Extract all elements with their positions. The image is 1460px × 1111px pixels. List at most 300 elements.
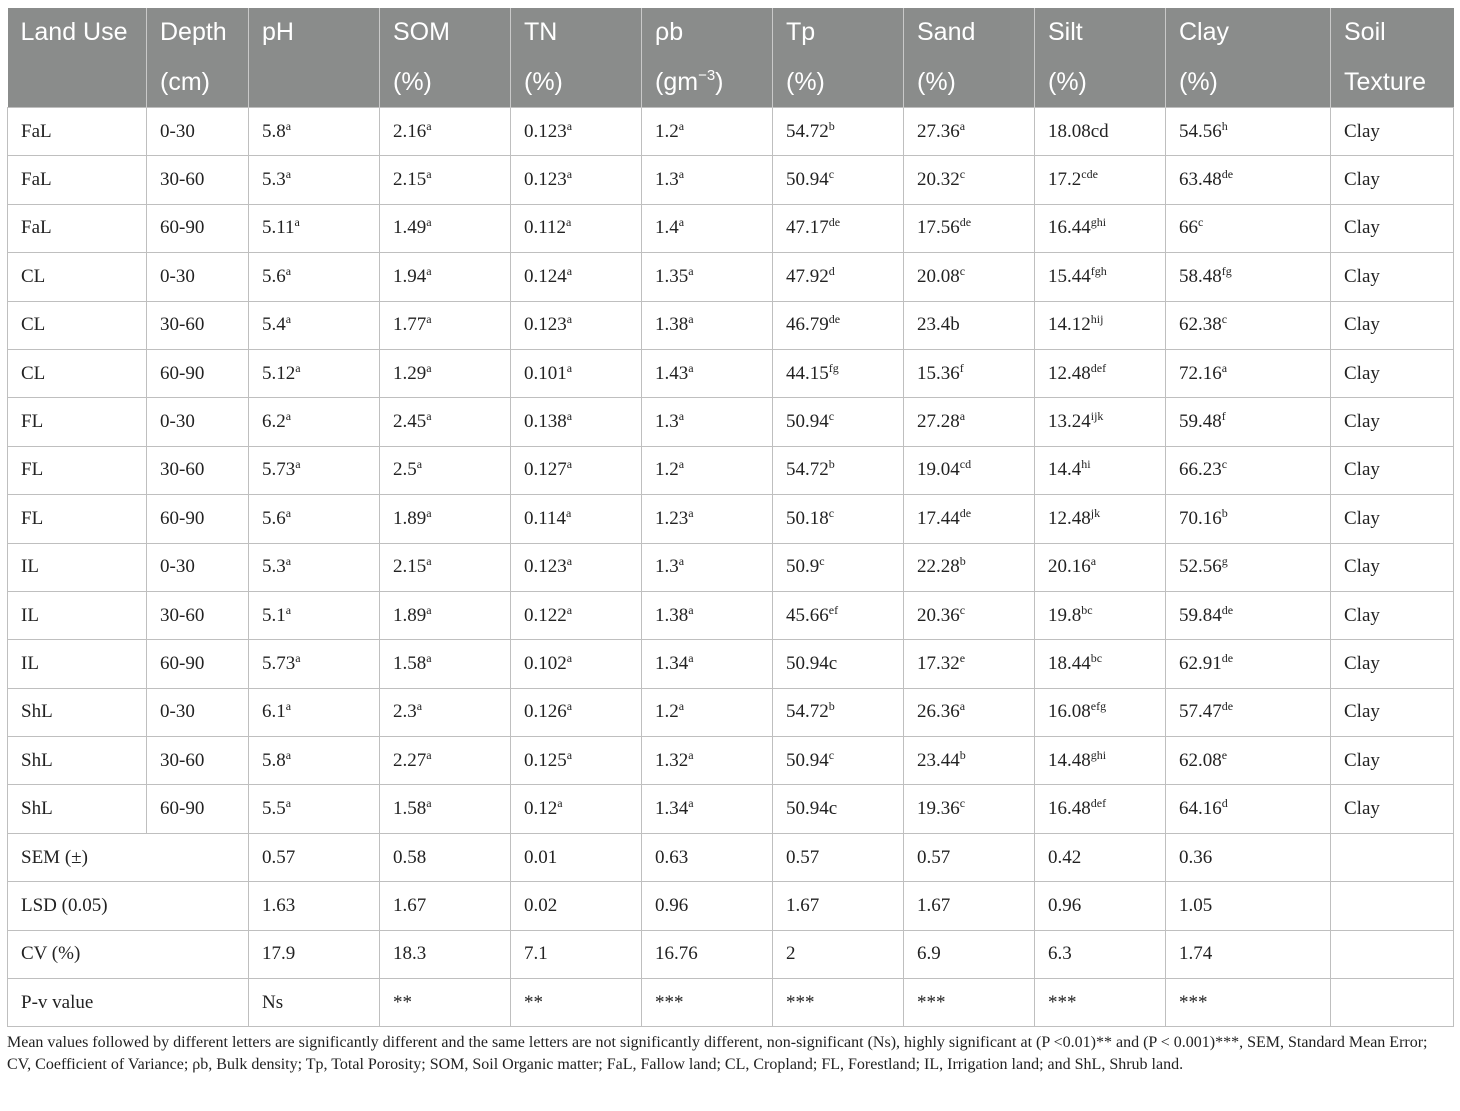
value-cell bbox=[249, 591, 380, 639]
column-header-unit: (%) bbox=[1035, 57, 1166, 108]
value-cell bbox=[511, 253, 642, 301]
value: 6.1 bbox=[262, 701, 286, 723]
significance-letter: a bbox=[566, 167, 573, 182]
significance-letter: de bbox=[959, 505, 972, 520]
texture-cell: Clay bbox=[1331, 737, 1454, 785]
value-cell bbox=[249, 204, 380, 252]
significance-letter: a bbox=[285, 312, 292, 327]
value: 50.94c bbox=[786, 652, 838, 674]
value-cell bbox=[1035, 446, 1166, 494]
column-header-unit: $(gm^{-3})$ bbox=[642, 57, 773, 108]
value: 5.8 bbox=[262, 749, 286, 771]
significance-letter: a bbox=[959, 699, 966, 714]
significance-letter: b bbox=[959, 747, 966, 762]
value: 27.28 bbox=[917, 411, 960, 433]
land-use-cell: ShL bbox=[8, 737, 147, 785]
value-cell bbox=[773, 688, 904, 736]
value: 66.23 bbox=[1179, 459, 1222, 481]
land-use-cell: FaL bbox=[8, 156, 147, 204]
value-cell bbox=[249, 688, 380, 736]
value: 0.123 bbox=[524, 120, 567, 142]
value-cell bbox=[380, 446, 511, 494]
stats-value: 1.67 bbox=[904, 882, 1035, 930]
value: 58.48 bbox=[1179, 265, 1222, 287]
soil-properties-table-container bbox=[7, 8, 1453, 1027]
value-cell bbox=[1166, 785, 1331, 833]
stats-value: 0.63 bbox=[642, 833, 773, 881]
value: 1.2 bbox=[655, 701, 679, 723]
stats-value: 16.76 bbox=[642, 930, 773, 978]
value: 0.123 bbox=[524, 556, 567, 578]
value-cell bbox=[380, 204, 511, 252]
stats-value: *** bbox=[642, 979, 773, 1027]
value: 5.8 bbox=[262, 120, 286, 142]
value-cell bbox=[511, 398, 642, 446]
value: 23.4b bbox=[917, 314, 960, 336]
column-header-unit: (%) bbox=[773, 57, 904, 108]
significance-letter: c bbox=[819, 554, 825, 569]
stats-label: SEM (±) bbox=[8, 833, 249, 881]
value: 2.16 bbox=[393, 120, 427, 142]
value: 2.45 bbox=[393, 411, 427, 433]
value-cell bbox=[380, 543, 511, 591]
value: 50.94 bbox=[786, 411, 829, 433]
value-cell bbox=[511, 156, 642, 204]
value: 1.3 bbox=[655, 411, 679, 433]
stats-value: 17.9 bbox=[249, 930, 380, 978]
depth-cell: 0-30 bbox=[147, 253, 249, 301]
significance-letter: a bbox=[426, 215, 432, 230]
value: 1.77 bbox=[393, 314, 427, 336]
texture-cell: Clay bbox=[1331, 349, 1454, 397]
value-cell bbox=[380, 785, 511, 833]
significance-letter: a bbox=[678, 409, 685, 424]
value: 5.5 bbox=[262, 798, 286, 820]
value-cell bbox=[773, 543, 904, 591]
value-cell bbox=[249, 495, 380, 543]
stats-value: 1.05 bbox=[1166, 882, 1331, 930]
depth-cell: 60-90 bbox=[147, 204, 249, 252]
land-use-cell: FaL bbox=[8, 108, 147, 156]
value: 0.112 bbox=[524, 217, 567, 239]
value: 1.35 bbox=[655, 265, 689, 287]
texture-cell: Clay bbox=[1331, 543, 1454, 591]
stats-value: ** bbox=[511, 979, 642, 1027]
value: 1.3 bbox=[655, 169, 679, 191]
texture-cell: Clay bbox=[1331, 495, 1454, 543]
value: 50.94 bbox=[786, 169, 829, 191]
significance-letter: a bbox=[678, 699, 685, 714]
value: 62.08 bbox=[1179, 749, 1222, 771]
significance-letter: a bbox=[678, 215, 685, 230]
value: 14.48 bbox=[1048, 749, 1091, 771]
significance-letter: a bbox=[566, 505, 572, 520]
significance-letter: c bbox=[1198, 215, 1204, 230]
value-cell bbox=[642, 543, 773, 591]
table-row bbox=[8, 349, 1454, 397]
table-row bbox=[8, 591, 1454, 639]
value-cell bbox=[1035, 301, 1166, 349]
significance-letter: efg bbox=[1090, 699, 1107, 714]
value: 18.44 bbox=[1048, 652, 1091, 674]
value-cell bbox=[249, 446, 380, 494]
column-header-unit: (%) bbox=[380, 57, 511, 108]
value-cell bbox=[249, 543, 380, 591]
value-cell bbox=[642, 301, 773, 349]
value-cell bbox=[511, 349, 642, 397]
depth-cell: 0-30 bbox=[147, 398, 249, 446]
value-cell bbox=[1035, 204, 1166, 252]
column-header: Silt bbox=[1035, 8, 1166, 57]
stats-value: *** bbox=[1166, 979, 1331, 1027]
value-cell bbox=[904, 349, 1035, 397]
significance-letter: b bbox=[828, 457, 835, 472]
stats-value: 2 bbox=[773, 930, 904, 978]
value: 19.36 bbox=[917, 798, 960, 820]
significance-letter: c bbox=[959, 796, 966, 811]
value-cell bbox=[380, 108, 511, 156]
value-cell bbox=[1035, 785, 1166, 833]
stats-value: Ns bbox=[249, 979, 380, 1027]
stats-value: 7.1 bbox=[511, 930, 642, 978]
stats-value: 6.9 bbox=[904, 930, 1035, 978]
value: 0.123 bbox=[524, 314, 567, 336]
value-cell bbox=[380, 591, 511, 639]
significance-letter: ijk bbox=[1090, 409, 1104, 424]
stats-row bbox=[8, 882, 1454, 930]
stats-value: 18.3 bbox=[380, 930, 511, 978]
significance-letter: fg bbox=[1221, 263, 1232, 278]
stats-value: *** bbox=[773, 979, 904, 1027]
stats-value: 6.3 bbox=[1035, 930, 1166, 978]
value-cell bbox=[1166, 640, 1331, 688]
value-cell bbox=[773, 253, 904, 301]
value: 54.72 bbox=[786, 120, 829, 142]
value: 0.101 bbox=[524, 362, 567, 384]
depth-cell: 30-60 bbox=[147, 737, 249, 785]
stats-row bbox=[8, 833, 1454, 881]
value-cell bbox=[249, 737, 380, 785]
texture-cell: Clay bbox=[1331, 591, 1454, 639]
significance-letter: a bbox=[426, 167, 432, 182]
value: 59.48 bbox=[1179, 411, 1222, 433]
significance-letter: a bbox=[566, 747, 573, 762]
texture-cell: Clay bbox=[1331, 446, 1454, 494]
significance-letter: a bbox=[426, 360, 432, 375]
significance-letter: b bbox=[828, 118, 835, 133]
texture-cell: Clay bbox=[1331, 785, 1454, 833]
significance-letter: a bbox=[426, 505, 432, 520]
value: 1.2 bbox=[655, 120, 679, 142]
value: 0.124 bbox=[524, 265, 567, 287]
significance-letter: a bbox=[426, 312, 432, 327]
stats-value: 0.57 bbox=[249, 833, 380, 881]
value-cell bbox=[511, 640, 642, 688]
value-cell bbox=[1166, 495, 1331, 543]
texture-cell: Clay bbox=[1331, 301, 1454, 349]
value: 2.3 bbox=[393, 701, 417, 723]
value: 19.04 bbox=[917, 459, 960, 481]
value-cell bbox=[511, 543, 642, 591]
value-cell bbox=[511, 495, 642, 543]
soil-properties-table bbox=[7, 8, 1454, 1027]
value-cell bbox=[380, 349, 511, 397]
table-row bbox=[8, 398, 1454, 446]
value-cell bbox=[1035, 640, 1166, 688]
significance-letter: ef bbox=[828, 602, 839, 617]
significance-letter: ghi bbox=[1090, 215, 1107, 230]
significance-letter: c bbox=[828, 747, 835, 762]
column-header: SOM bbox=[380, 8, 511, 57]
value-cell bbox=[904, 204, 1035, 252]
significance-letter: bc bbox=[1090, 650, 1103, 665]
significance-letter: a bbox=[688, 263, 694, 278]
value-cell bbox=[511, 737, 642, 785]
significance-letter: a bbox=[566, 554, 573, 569]
significance-letter: b bbox=[828, 699, 835, 714]
empty-cell bbox=[1331, 833, 1454, 881]
significance-letter: c bbox=[1221, 457, 1228, 472]
value: 2.5 bbox=[393, 459, 417, 481]
value: 0.123 bbox=[524, 169, 567, 191]
value: 66 bbox=[1179, 217, 1198, 239]
value: 47.92 bbox=[786, 265, 829, 287]
value: 5.3 bbox=[262, 556, 286, 578]
stats-label: LSD (0.05) bbox=[8, 882, 249, 930]
depth-cell: 0-30 bbox=[147, 543, 249, 591]
significance-letter: a bbox=[566, 409, 573, 424]
value: 2.27 bbox=[393, 749, 427, 771]
significance-letter: def bbox=[1090, 360, 1107, 375]
value-cell bbox=[904, 446, 1035, 494]
value: 62.38 bbox=[1179, 314, 1222, 336]
value: 1.38 bbox=[655, 314, 689, 336]
value-cell bbox=[1166, 398, 1331, 446]
stats-value: 0.58 bbox=[380, 833, 511, 881]
significance-letter: c bbox=[828, 167, 835, 182]
stats-value: 0.57 bbox=[904, 833, 1035, 881]
value-cell bbox=[642, 688, 773, 736]
significance-letter: de bbox=[1221, 167, 1234, 182]
value-cell bbox=[904, 543, 1035, 591]
texture-cell: Clay bbox=[1331, 398, 1454, 446]
table-row bbox=[8, 446, 1454, 494]
value: 50.9 bbox=[786, 556, 820, 578]
value-cell bbox=[1035, 349, 1166, 397]
value-cell bbox=[249, 398, 380, 446]
value-cell bbox=[511, 446, 642, 494]
value-cell bbox=[773, 349, 904, 397]
significance-letter: a bbox=[566, 215, 572, 230]
value-cell bbox=[1035, 737, 1166, 785]
depth-cell: 30-60 bbox=[147, 591, 249, 639]
stats-label: CV (%) bbox=[8, 930, 249, 978]
significance-letter: h bbox=[1221, 118, 1228, 133]
significance-letter: a bbox=[688, 602, 694, 617]
significance-letter: fg bbox=[828, 360, 839, 375]
value: 12.48 bbox=[1048, 362, 1091, 384]
significance-letter: a bbox=[285, 699, 292, 714]
value: 1.29 bbox=[393, 362, 427, 384]
stats-value: ** bbox=[380, 979, 511, 1027]
significance-letter: a bbox=[688, 650, 694, 665]
significance-letter: g bbox=[1221, 554, 1228, 569]
significance-letter: a bbox=[285, 602, 292, 617]
value-cell bbox=[1166, 204, 1331, 252]
value: 1.94 bbox=[393, 265, 427, 287]
value: 20.08 bbox=[917, 265, 960, 287]
value: 54.56 bbox=[1179, 120, 1222, 142]
value-cell bbox=[1166, 108, 1331, 156]
column-header: ρb bbox=[642, 8, 773, 57]
value-cell bbox=[1035, 156, 1166, 204]
value: 0.114 bbox=[524, 507, 567, 529]
value-cell bbox=[511, 301, 642, 349]
column-header: Sand bbox=[904, 8, 1035, 57]
value: 16.44 bbox=[1048, 217, 1091, 239]
value: 17.32 bbox=[917, 652, 960, 674]
value-cell bbox=[773, 446, 904, 494]
value: 5.1 bbox=[262, 604, 286, 626]
value: 17.44 bbox=[917, 507, 960, 529]
significance-letter: a bbox=[416, 457, 423, 472]
value-cell bbox=[1166, 349, 1331, 397]
value-cell bbox=[773, 204, 904, 252]
stats-value: 0.96 bbox=[642, 882, 773, 930]
value: 17.2 bbox=[1048, 169, 1082, 191]
column-header: Soil bbox=[1331, 8, 1454, 57]
stats-value: 1.67 bbox=[773, 882, 904, 930]
value: 64.16 bbox=[1179, 798, 1222, 820]
value: 27.36 bbox=[917, 120, 960, 142]
column-header-unit: (%) bbox=[511, 57, 642, 108]
value-cell bbox=[642, 785, 773, 833]
value: 20.16 bbox=[1048, 556, 1091, 578]
value: 1.32 bbox=[655, 749, 689, 771]
value-cell bbox=[380, 737, 511, 785]
column-header-unit: (%) bbox=[904, 57, 1035, 108]
significance-letter: a bbox=[285, 554, 292, 569]
depth-cell: 0-30 bbox=[147, 108, 249, 156]
significance-letter: a bbox=[566, 312, 573, 327]
table-row bbox=[8, 301, 1454, 349]
stats-value: 0.96 bbox=[1035, 882, 1166, 930]
significance-letter: a bbox=[1090, 554, 1097, 569]
significance-letter: a bbox=[557, 796, 563, 811]
column-header-unit bbox=[8, 57, 147, 108]
value-cell bbox=[904, 495, 1035, 543]
significance-letter: a bbox=[566, 650, 573, 665]
value: 0.125 bbox=[524, 749, 567, 771]
texture-cell: Clay bbox=[1331, 640, 1454, 688]
value: 15.36 bbox=[917, 362, 960, 384]
stats-value: 1.63 bbox=[249, 882, 380, 930]
stats-value: 0.42 bbox=[1035, 833, 1166, 881]
table-footnote: Mean values followed by different letters are significantly different and the same letters are not significantly different, non-significant (Ns), highly significant at (P <0.01)** and (P < 0.001)***, SEM, Standard Mean Error; CV, Coefficient of Variance; ρb, Bulk density; Tp, Total Porosity; SOM, Soil Organic matter; FaL, Fallow land; CL, Cropland; FL, Forestland; IL, Irrigation land; and ShL, Shrub land. bbox=[7, 1034, 1428, 1073]
value: 52.56 bbox=[1179, 556, 1222, 578]
significance-letter: e bbox=[959, 650, 966, 665]
significance-letter: c bbox=[1221, 312, 1228, 327]
stats-value: *** bbox=[904, 979, 1035, 1027]
value: 50.94 bbox=[786, 749, 829, 771]
significance-letter: a bbox=[295, 457, 301, 472]
significance-letter: fgh bbox=[1090, 263, 1107, 278]
value-cell bbox=[642, 640, 773, 688]
value: 62.91 bbox=[1179, 652, 1222, 674]
significance-letter: a bbox=[295, 360, 301, 375]
significance-letter: d bbox=[1221, 796, 1228, 811]
value-cell bbox=[380, 301, 511, 349]
significance-letter: b bbox=[1221, 505, 1228, 520]
value-cell bbox=[904, 108, 1035, 156]
land-use-cell: FL bbox=[8, 398, 147, 446]
value: 5.12 bbox=[262, 362, 296, 384]
column-header: Depth bbox=[147, 8, 249, 57]
value-cell bbox=[249, 253, 380, 301]
value-cell bbox=[642, 253, 773, 301]
significance-letter: a bbox=[285, 409, 292, 424]
depth-cell: 30-60 bbox=[147, 156, 249, 204]
stats-value: 0.57 bbox=[773, 833, 904, 881]
value: 70.16 bbox=[1179, 507, 1222, 529]
value: 50.18 bbox=[786, 507, 829, 529]
value: 59.84 bbox=[1179, 604, 1222, 626]
value-cell bbox=[773, 495, 904, 543]
value-cell bbox=[642, 495, 773, 543]
value-cell bbox=[249, 108, 380, 156]
land-use-cell: FL bbox=[8, 495, 147, 543]
significance-letter: a bbox=[426, 263, 432, 278]
significance-letter: a bbox=[295, 650, 301, 665]
value: 19.8 bbox=[1048, 604, 1082, 626]
texture-cell: Clay bbox=[1331, 688, 1454, 736]
value: 57.47 bbox=[1179, 701, 1222, 723]
significance-letter: hi bbox=[1081, 457, 1091, 472]
value-cell bbox=[642, 446, 773, 494]
significance-letter: jk bbox=[1090, 505, 1101, 520]
significance-letter: a bbox=[285, 118, 292, 133]
significance-letter: a bbox=[678, 118, 685, 133]
value: 1.38 bbox=[655, 604, 689, 626]
value: 5.11 bbox=[262, 217, 295, 239]
value-cell bbox=[249, 301, 380, 349]
value: 47.17 bbox=[786, 217, 829, 239]
significance-letter: c bbox=[828, 409, 835, 424]
significance-letter: a bbox=[426, 409, 432, 424]
value-cell bbox=[249, 640, 380, 688]
depth-cell: 0-30 bbox=[147, 688, 249, 736]
value-cell bbox=[904, 301, 1035, 349]
value: 17.56 bbox=[917, 217, 960, 239]
significance-letter: a bbox=[959, 409, 966, 424]
column-header-unit: (%) bbox=[1166, 57, 1331, 108]
value: 23.44 bbox=[917, 749, 960, 771]
value: 22.28 bbox=[917, 556, 960, 578]
table-row bbox=[8, 737, 1454, 785]
significance-letter: e bbox=[1221, 747, 1228, 762]
significance-letter: cd bbox=[959, 457, 972, 472]
value: 46.79 bbox=[786, 314, 829, 336]
value-cell bbox=[904, 253, 1035, 301]
value-cell bbox=[1035, 543, 1166, 591]
column-header: TN bbox=[511, 8, 642, 57]
value: 5.3 bbox=[262, 169, 286, 191]
value: 1.49 bbox=[393, 217, 427, 239]
table-row bbox=[8, 204, 1454, 252]
significance-letter: a bbox=[566, 602, 573, 617]
significance-letter: de bbox=[1221, 699, 1234, 714]
significance-letter: a bbox=[426, 554, 432, 569]
